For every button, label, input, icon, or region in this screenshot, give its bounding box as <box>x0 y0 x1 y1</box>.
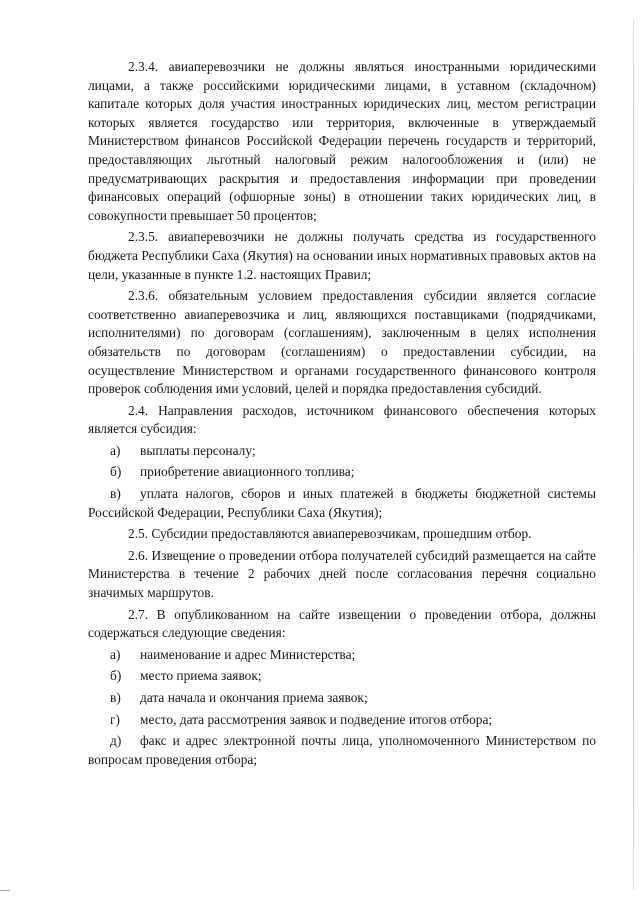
list-marker: г) <box>110 711 120 727</box>
scan-edge-mark <box>0 890 10 891</box>
list-marker: б) <box>110 464 122 480</box>
paragraph-2-4: 2.4. Направления расходов, источником финансового обеспечения которых является субсидия: <box>88 402 596 437</box>
paragraph-2-5: 2.5. Субсидии предоставляются авиаперевозчикам, прошедшим отбор. <box>128 526 532 542</box>
list-text: наименование и адрес Министерства; <box>140 646 356 662</box>
list-marker: а) <box>110 442 121 458</box>
list-item <box>88 711 596 730</box>
paragraph-2-7: 2.7. В опубликованном на сайте извещении о проведении отбора, должны содержаться следующие сведения: <box>88 606 596 641</box>
list-marker: а) <box>110 646 121 662</box>
list-marker: б) <box>110 668 122 684</box>
paragraph-2-3-6: 2.3.6. обязательным условием предоставления субсидии является согласие соответственно авиаперевозчика и лиц, являющихся поставщиками (подрядчиками, исполнителями) по договорам (соглашениям), заключенным в целях исполнения обязательств по договорам (соглашениям) о предоставлении субсидии, на осуществление Министерством и органами государственного финансового контроля проверок соблюдения ими условий, целей и порядка предоставления субсидий. <box>88 288 596 397</box>
list-text: место приема заявок; <box>140 668 262 684</box>
paragraph-2-3-4: 2.3.4. авиаперевозчики не должны являться иностранными юридическими лицами, а также российскими юридическими лицами, в уставном (складочном) капитале которых доля участия иностранных юридических лиц, местом регистрации которых является государство или территория, включенные в утверждаемый Министерством финансов Российской Федерации перечень государств и территорий, предоставляющих льготный налоговый режим налогообложения и (или) не предусматривающих раскрытия и предоставления информации при проведении финансовых операций (офшорные зоны) в отношении таких юридических лиц, в совокупности превышает 50 процентов; <box>88 59 596 223</box>
list-text: выплаты персоналу; <box>140 442 256 458</box>
list-text: факс и адрес электронной почты лица, уполномоченного Министерством по вопросам проведения отбора; <box>88 733 596 767</box>
list-item <box>88 485 596 522</box>
list-item <box>88 646 596 665</box>
list-marker: в) <box>110 486 121 502</box>
list-text: место, дата рассмотрения заявок и подведение итогов отбора; <box>140 711 493 727</box>
document-page <box>88 58 596 772</box>
list-text: приобретение авиационного топлива; <box>140 464 355 480</box>
list-item <box>88 667 596 686</box>
list-marker: д) <box>110 733 122 749</box>
list-item <box>88 689 596 708</box>
paragraph-2-6: 2.6. Извещение о проведении отбора получателей субсидий размещается на сайте Министерства в течение 2 рабочих дней после согласования перечня социально значимых маршрутов. <box>88 547 596 601</box>
list-text: дата начала и окончания приема заявок; <box>140 690 368 705</box>
list-item <box>88 732 596 769</box>
list-item <box>88 442 596 461</box>
paragraph-2-3-5: 2.3.5. авиаперевозчики не должны получать средства из государственного бюджета Республики Саха (Якутия) на основании иных нормативных правовых актов на цели, указанные в пункте 1.2. настоящих Правил; <box>88 229 596 282</box>
list-item <box>88 463 596 482</box>
list-marker: в) <box>110 690 121 705</box>
scan-edge-line <box>633 20 634 890</box>
list-text: уплата налогов, сборов и иных платежей в бюджеты бюджетной системы Российской Федерации, Республики Саха (Якутия); <box>88 486 596 520</box>
